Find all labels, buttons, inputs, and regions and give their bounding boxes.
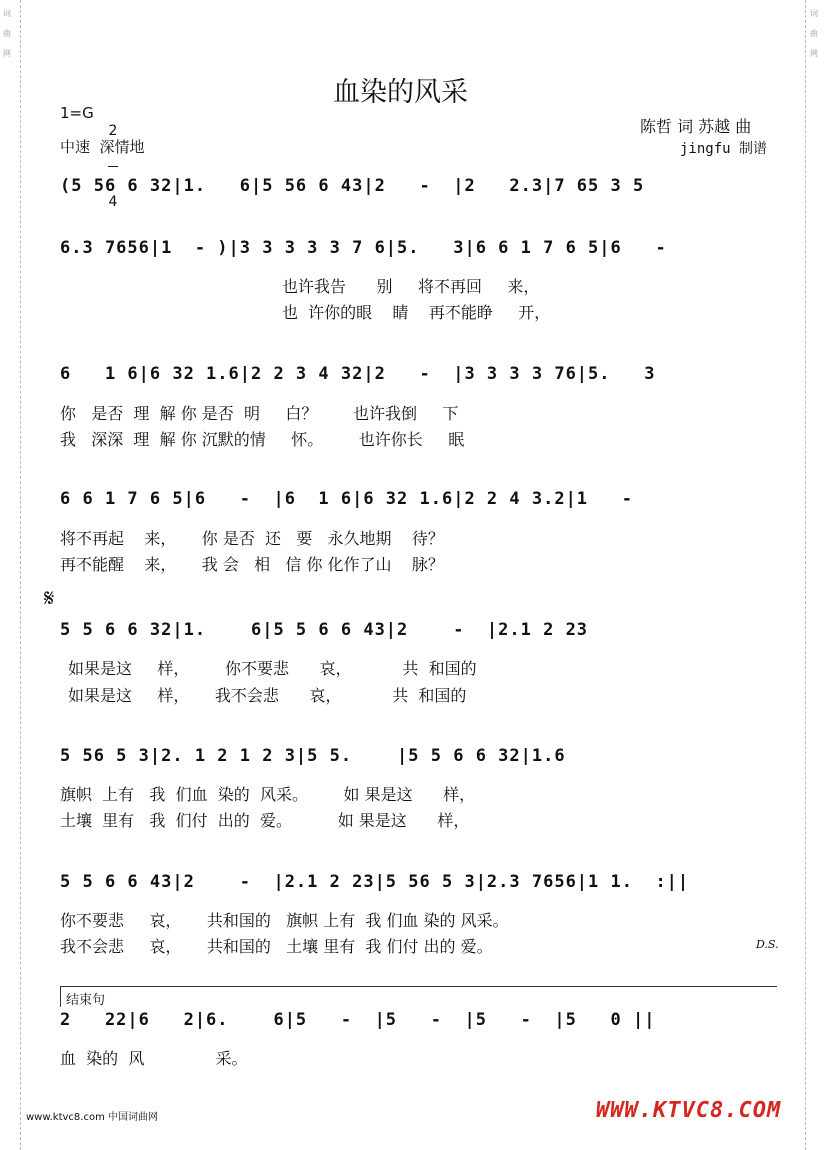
time-signature (108, 96, 118, 223)
right-watermark-text: 词曲网 (810, 9, 818, 58)
lyric-row-7-verse-1: 你不要悲 哀， 共和国的 旗帜 上有 我 们血 染的 风采。 (60, 911, 509, 930)
score-row-7: 5 5 6 6 43|2 - |2.1 2 23|5 56 5 3|2.3 7656|1 1. :|| (60, 872, 690, 892)
ending-bracket (60, 986, 777, 1007)
footer-site-text: www.ktvc8.com 中国词曲网 (26, 1112, 159, 1123)
score-row-1: (5 56 6 32|1. 6|5 56 6 43|2 - |2 2.3|7 65 3 5 (60, 176, 645, 196)
score-row-ending: 2 22|6 2|6. 6|5 - |5 - |5 - |5 0 || (60, 1010, 656, 1030)
lyric-row-3-verse-2: 我 深深 理 解 你 沉默的情 怀。 也许你长 眠 (60, 430, 465, 449)
lyric-row-4-verse-1: 将不再起 来， 你 是否 还 要 永久地期 待？ (60, 529, 444, 548)
left-watermark-edge (0, 0, 21, 1150)
arranger-line: jingfu 制谱 (680, 141, 768, 157)
lyric-row-2-verse-2: 也 许你的眼 睛 再不能睁 开， (282, 303, 551, 322)
footer-logo: WWW.KTVC8.COM (596, 1098, 782, 1123)
left-watermark-text: 词曲网 (3, 9, 11, 58)
score-row-2: 6.3 7656|1 - )|3 3 3 3 3 7 6|5. 3|6 6 1 7 6 5|6 - (60, 238, 667, 258)
ds-marking: D.S. (756, 938, 779, 951)
key-signature: 1=G (60, 104, 94, 122)
lyric-row-4-verse-2: 再不能醒 来， 我 会 相 信 你 化作了山 脉？ (60, 555, 444, 574)
segno-sign: 𝄋 (44, 584, 55, 612)
score-row-6: 5 56 5 3|2. 1 2 1 2 3|5 5. |5 5 6 6 32|1.6 (60, 746, 566, 766)
lyric-row-6-verse-1: 旗帜 上有 我 们血 染的 风采。 如 果是这 样， (60, 785, 476, 804)
tempo-marking: 中速 深情地 (60, 138, 145, 156)
time-signature-top: 2 (108, 123, 118, 139)
right-watermark-edge (805, 0, 826, 1150)
lyric-row-5-verse-2: 如果是这 样， 我不会悲 哀， 共 和国的 (68, 686, 467, 705)
lyric-row-ending: 血 染的 风 采。 (60, 1049, 248, 1068)
time-signature-bottom: 4 (108, 194, 118, 210)
lyric-row-6-verse-2: 土壤 里有 我 们付 出的 爱。 如 果是这 样， (60, 811, 470, 830)
credit-line: 陈哲 词 苏越 曲 (640, 117, 752, 136)
lyric-row-2-verse-1: 也许我告 别 将不再回 来， (282, 277, 540, 296)
score-row-3: 6 1 6|6 32 1.6|2 2 3 4 32|2 - |3 3 3 3 76|5. 3 (60, 364, 656, 384)
page-title: 血染的风采 (333, 77, 468, 108)
score-row-4: 6 6 1 7 6 5|6 - |6 1 6|6 32 1.6|2 2 4 3.2|1 - (60, 489, 633, 509)
time-signature-line (108, 166, 118, 167)
lyric-row-7-verse-2: 我不会悲 哀， 共和国的 土壤 里有 我 们付 出的 爱。 (60, 937, 493, 956)
lyric-row-3-verse-1: 你 是否 理 解 你 是否 明 白？ 也许我倒 下 (60, 404, 459, 423)
score-row-5: 5 5 6 6 32|1. 6|5 5 6 6 43|2 - |2.1 2 23 (60, 620, 589, 640)
lyric-row-5-verse-1: 如果是这 样， 你不要悲 哀， 共 和国的 (68, 659, 477, 678)
ending-label: 结束句 (66, 993, 106, 1008)
